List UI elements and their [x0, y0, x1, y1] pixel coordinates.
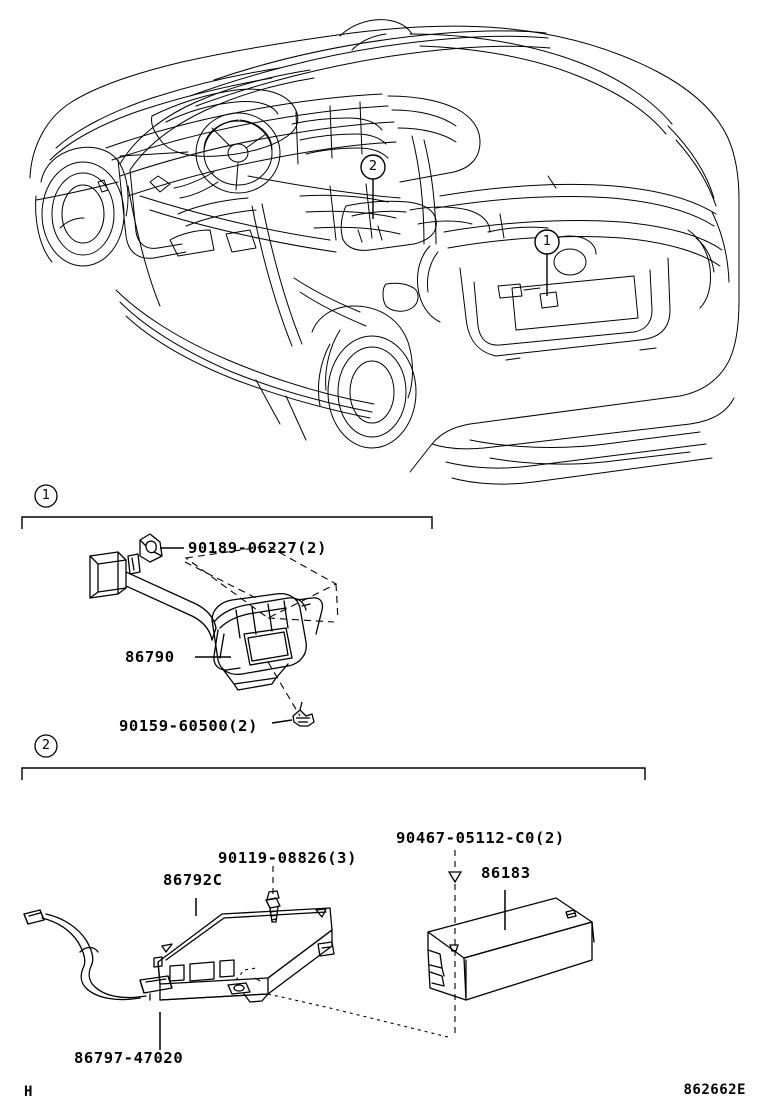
part-label-90189-06227: 90189-06227(2): [188, 539, 328, 557]
guide-assembly-long: [268, 994, 452, 1038]
part-label-86183: 86183: [481, 864, 531, 882]
callout-2-number: 2: [368, 159, 378, 174]
section-2-number: 2: [41, 738, 51, 753]
page-mark: H: [24, 1084, 33, 1100]
part-label-86792C: 86792C: [163, 871, 223, 889]
diagram-id: 862662E: [683, 1082, 746, 1098]
part-label-86797-47020: 86797-47020: [74, 1049, 184, 1067]
part-label-86790: 86790: [125, 648, 175, 666]
part-label-90159-60500: 90159-60500(2): [119, 717, 259, 735]
part-label-90467-05112-C0: 90467-05112-C0(2): [396, 829, 565, 847]
section-2-bracket: [22, 768, 645, 780]
section-1-number: 1: [41, 488, 51, 503]
part-label-90119-08826: 90119-08826(3): [218, 849, 358, 867]
callout-1-number: 1: [542, 234, 552, 249]
